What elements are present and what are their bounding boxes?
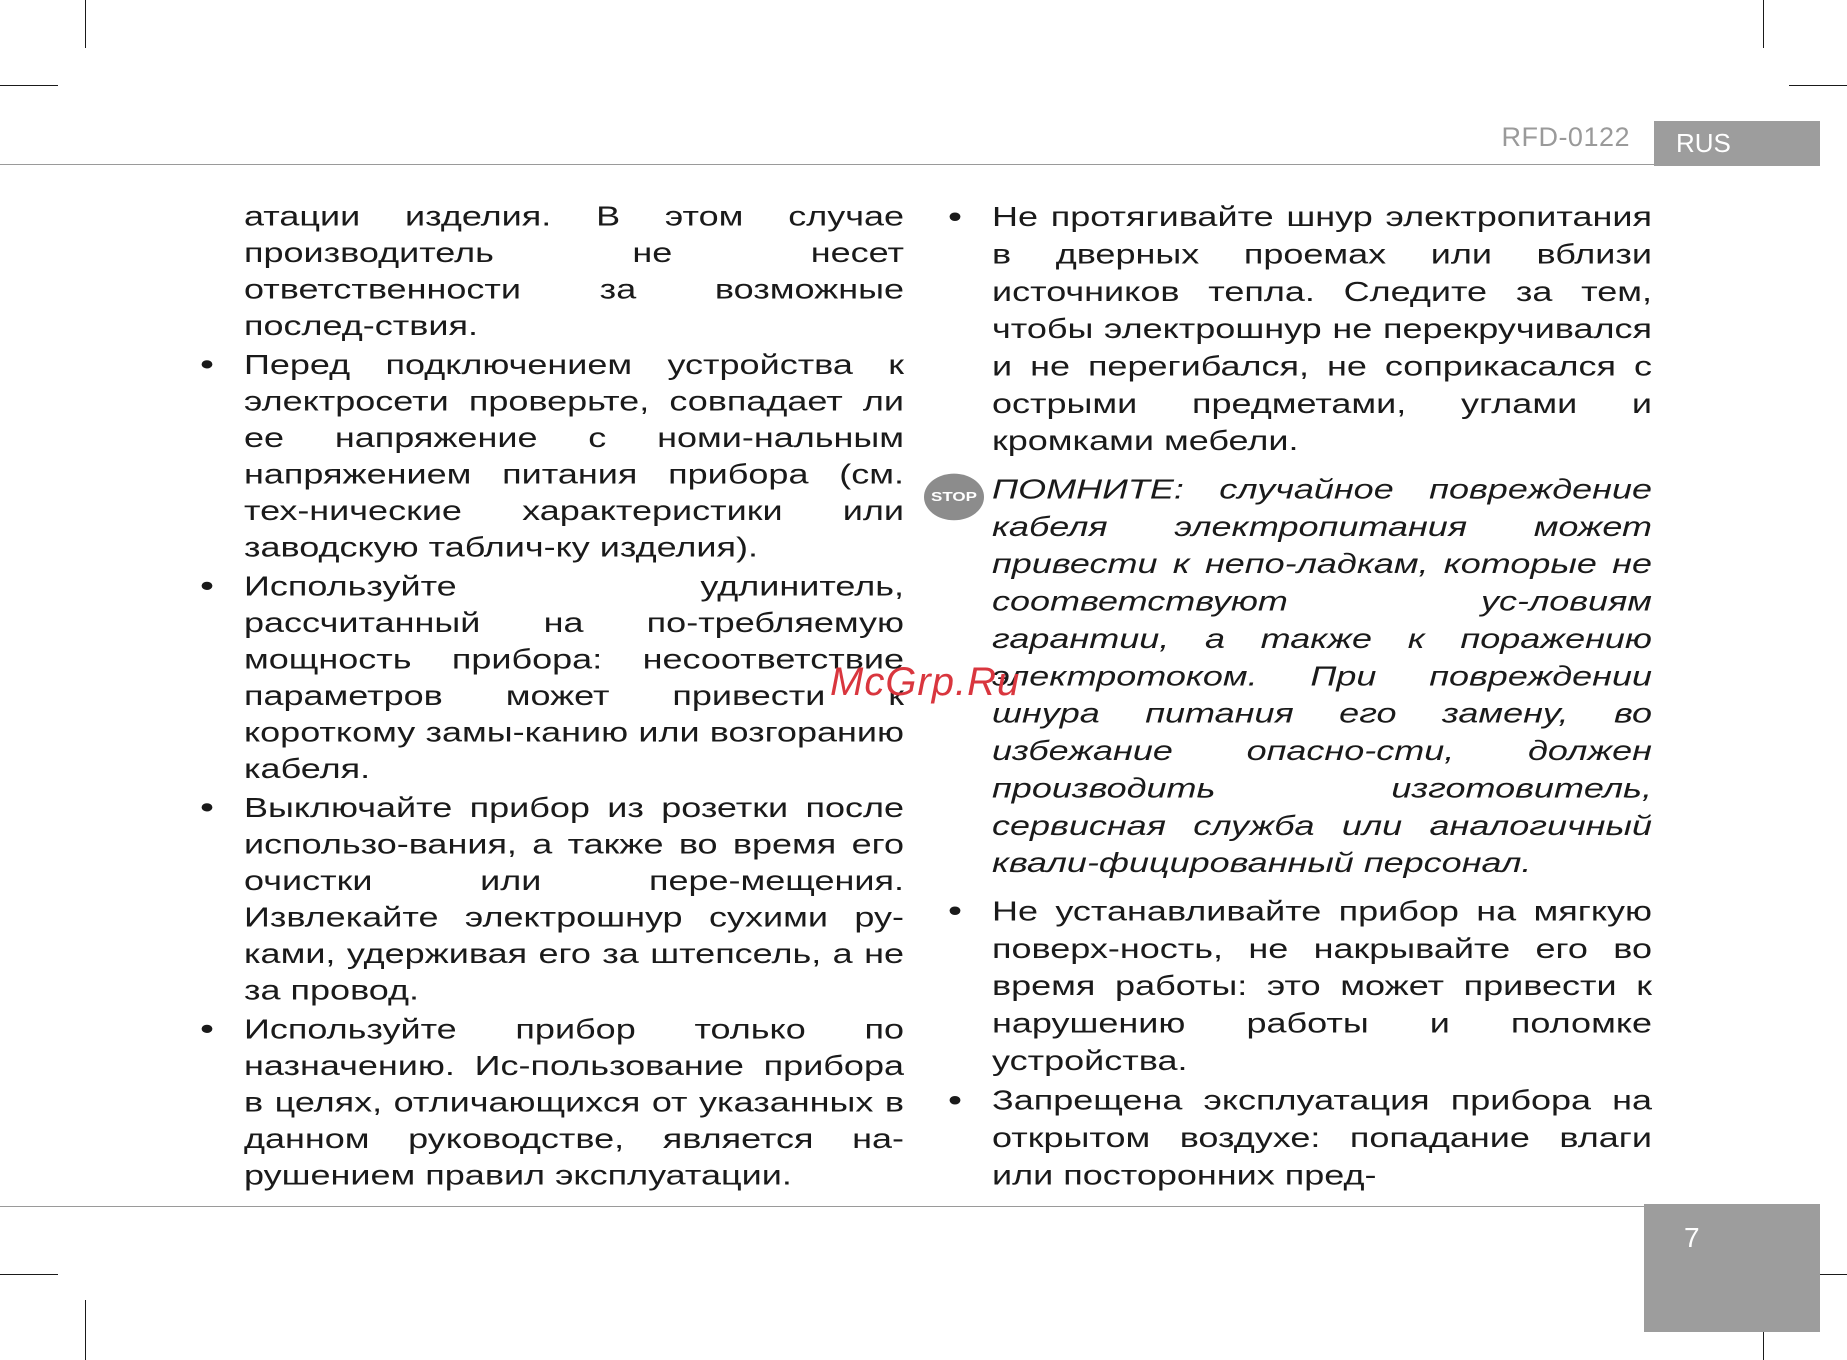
crop-mark bbox=[0, 85, 58, 86]
language-tab: RUS bbox=[1654, 121, 1820, 166]
warning-note bbox=[931, 470, 1652, 881]
crop-mark bbox=[1789, 85, 1847, 86]
bullet-text: Выключайте прибор из розетки после использо-вания, а также во время его очистки или пере-мещения. Извлекайте электрошнур сухими ру-ками, удерживая его за штепсель, а не за провод. bbox=[244, 791, 904, 1006]
header-rule bbox=[0, 164, 1655, 165]
bullet-icon: • bbox=[200, 791, 215, 825]
crop-mark bbox=[85, 1300, 86, 1360]
paragraph: атации изделия. В этом случае производитель не несет ответственности за возможные послед-ствия. bbox=[244, 200, 904, 342]
crop-mark bbox=[1763, 0, 1764, 48]
page-number: 7 bbox=[1644, 1204, 1820, 1332]
bullet-text: Не протягивайте шнур электропитания в дверных проемах или вблизи источников тепла. Следите за тем, чтобы электрошнур не перекручивался и не перегибался, не соприкасался с острыми предметами, углами и кромками мебели. bbox=[992, 200, 1652, 457]
bullet-icon: • bbox=[948, 893, 963, 929]
bullet-item bbox=[948, 198, 1652, 460]
left-column bbox=[200, 198, 904, 1196]
stop-icon: STOP bbox=[924, 474, 984, 521]
bullet-item bbox=[200, 790, 904, 1009]
bullet-icon: • bbox=[948, 1083, 963, 1118]
bullet-text: Не устанавливайте прибор на мягкую поверх-ность, не накрывайте его во время работы: это может привести к нарушению работы и поломке устройства. bbox=[992, 894, 1652, 1077]
watermark: McGrp.Ru bbox=[830, 660, 1021, 704]
crop-mark bbox=[0, 1274, 58, 1275]
bullet-text: Запрещена эксплуатация прибора на открытом воздухе: попадание влаги или посторонних пред- bbox=[992, 1083, 1652, 1191]
bullet-icon: • bbox=[200, 1012, 215, 1047]
bullet-text: Используйте прибор только по назначению. Ис-пользование прибора в целях, отличающихся от указанных в данном руководстве, является на-рушением правил эксплуатации. bbox=[244, 1013, 904, 1191]
bullet-text: Используйте удлинитель, рассчитанный на по-требляемую мощность прибора: несоответствие параметров может привести к короткому замы-канию или возгоранию кабеля. bbox=[244, 570, 904, 785]
right-column bbox=[931, 198, 1652, 1196]
bullet-icon: • bbox=[948, 199, 963, 234]
bullet-icon: • bbox=[200, 347, 215, 382]
bullet-item bbox=[200, 346, 904, 565]
crop-mark bbox=[85, 0, 86, 48]
bullet-icon: • bbox=[200, 569, 215, 604]
model-number: RFD-0122 bbox=[1501, 122, 1630, 152]
footer-rule bbox=[0, 1206, 1644, 1207]
warning-text: ПОМНИТЕ: случайное повреждение кабеля электропитания может привести к непо-ладкам, которые не соответствуют ус-ловиям гарантии, а также к поражению электротоком. При повреждении шнура питания его замену, во избежание опасно-сти, должен производить изготовитель, сервисная служба или аналогичный квали-фицированный персонал. bbox=[992, 472, 1652, 879]
bullet-item bbox=[200, 1011, 904, 1194]
bullet-item bbox=[948, 1082, 1652, 1194]
bullet-item bbox=[948, 892, 1652, 1079]
bullet-item bbox=[200, 568, 904, 787]
bullet-text: Перед подключением устройства к электросети проверьте, совпадает ли ее напряжение с номи-нальным напряжением питания прибора (см. тех-нические характеристики или заводскую таблич-ку изделия). bbox=[244, 348, 904, 563]
